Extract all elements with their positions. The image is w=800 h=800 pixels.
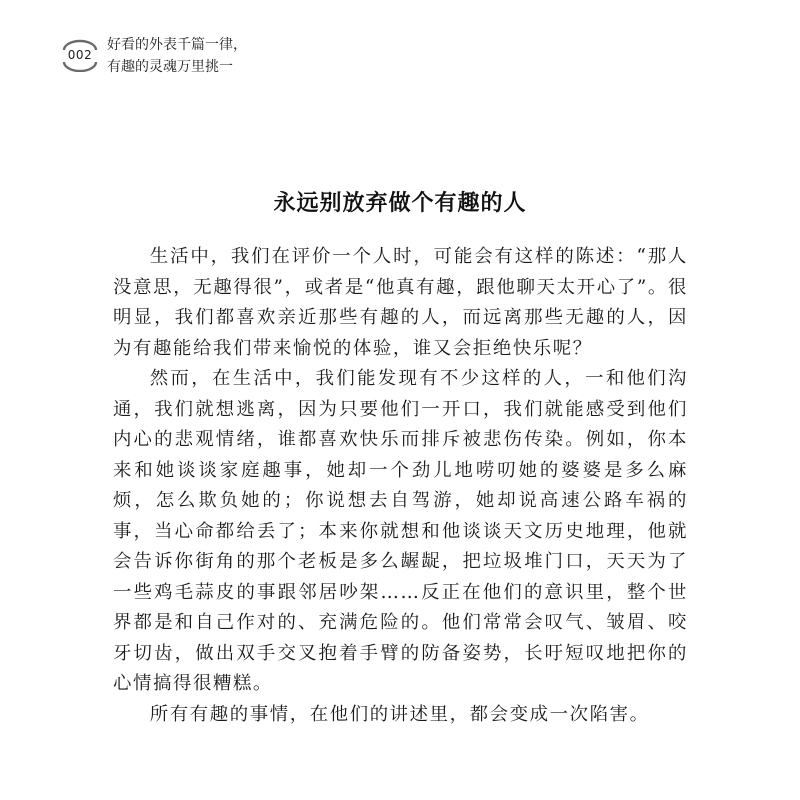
paragraph-2: 然而，在生活中，我们能发现有不少这样的人，一和他们沟通，我们就想逃离，因为只要他们一开口，我们就能感受到他们内心的悲观情绪，谁都喜欢快乐而排斥被悲伤传染。例如，你本来和她谈谈家庭趣事，她却一个劲儿地唠叨她的婆婆是多么麻烦，怎么欺负她的；你说想去自驾游，她却说高速公路车祸的事，当心命都给丢了；本来你就想和他谈谈天文历史地理，他就会告诉你街角的那个老板是多么龌龊，把垃圾堆门口，天天为了一些鸡毛蒜皮的事跟邻居吵架……反正在他们的意识里，整个世界都是和自己作对的、充满危险的。他们常常会叹气、皱眉、咬牙切齿，做出双手交叉抱着手臂的防备姿势，长吁短叹地把你的心情搞得很糟糕。 xyxy=(113,368,688,694)
running-title xyxy=(107,34,247,78)
chapter-title: 永远别放弃做个有趣的人 xyxy=(273,191,527,216)
running-title-line-1: 好看的外表千篇一律， xyxy=(107,37,247,53)
paragraph-3: 所有有趣的事情，在他们的讲述里，都会变成一次陷害。 xyxy=(149,703,650,725)
running-title-line-2: 有趣的灵魂万里挑一 xyxy=(107,59,233,75)
page-header xyxy=(60,34,460,82)
page-number: 002 xyxy=(67,48,93,62)
page-number-badge xyxy=(60,38,100,72)
paragraph-1: 生活中，我们在评价一个人时，可能会有这样的陈述：“那人没意思，无趣得很”，或者是“他真有趣，跟他聊天太开心了”。很明显，我们都喜欢亲近那些有趣的人，而远离那些无趣的人，因为有趣能给我们带来愉悦的体验，谁又会拒绝快乐呢？ xyxy=(113,246,688,359)
body-text xyxy=(113,242,688,730)
